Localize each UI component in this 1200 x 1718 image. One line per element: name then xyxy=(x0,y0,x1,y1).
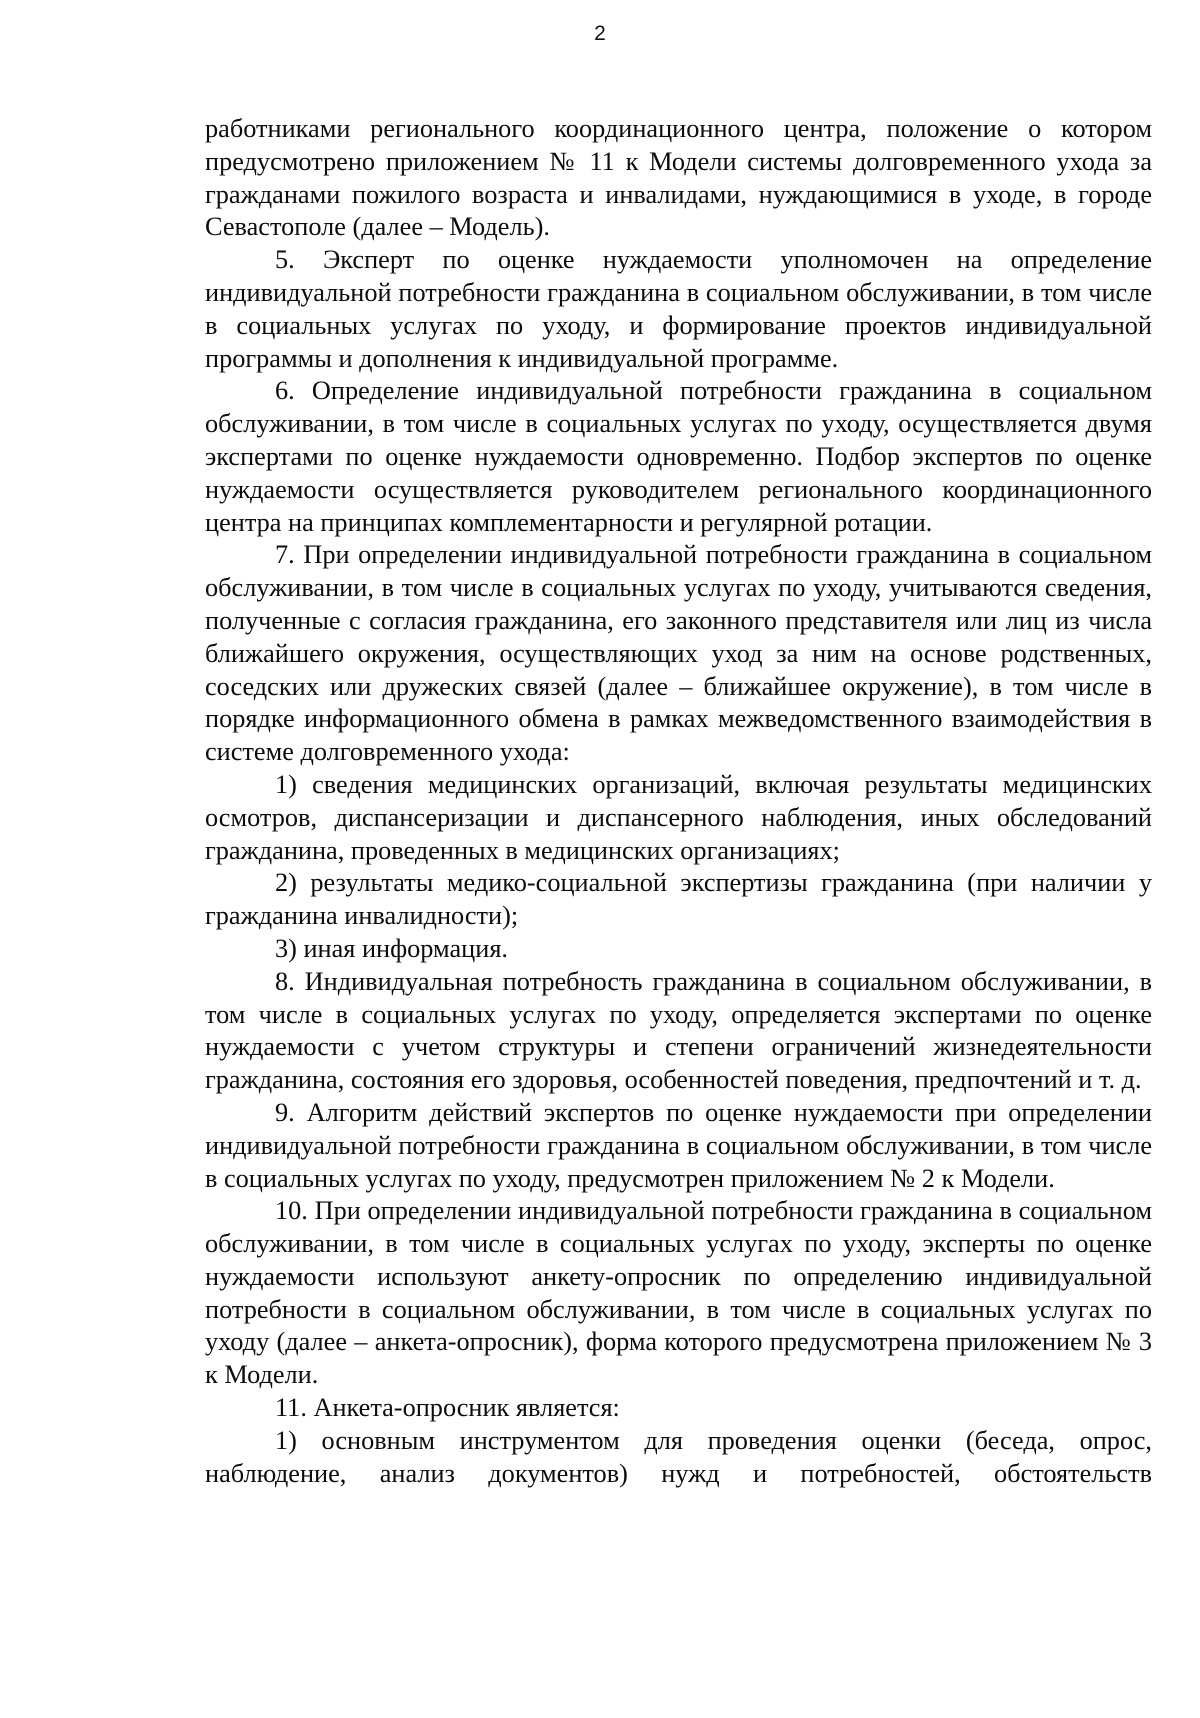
paragraph-7-item-1: 1) сведения медицинских организаций, включая результаты медицинских осмотров, диспансеризации и диспансерного наблюдения, иных обследований гражданина, проведенных в медицинских организациях; xyxy=(205,769,1152,865)
page-number: 2 xyxy=(594,22,606,45)
paragraph-7-item-3: 3) иная информация. xyxy=(275,933,508,963)
document-body xyxy=(205,113,1152,1490)
paragraph-11: 11. Анкета-опросник является: xyxy=(275,1393,620,1423)
paragraph-8: 8. Индивидуальная потребность гражданина в социальном обслуживании, в том числе в социальных услугах по уходу, определяется экспертами по оценке нуждаемости с учетом структуры и степени ограничений жизнедеятельности гражданина, состояния его здоровья, особенностей поведения, предпочтений и т. д. xyxy=(205,966,1152,1095)
paragraph-7: 7. При определении индивидуальной потребности гражданина в социальном обслуживании, в том числе в социальных услугах по уходу, учитываются сведения, полученные с согласия гражданина, его законного представителя или лиц из числа ближайшего окружения, осуществляющих уход за ним на основе родственных, соседских или дружеских связей (далее – ближайшее окружение), в том числе в порядке информационного обмена в рамках межведомственного взаимодействия в системе долговременного ухода: xyxy=(205,540,1152,767)
paragraph-7-item-2: 2) результаты медико-социальной экспертизы гражданина (при наличии у гражданина инвалидности); xyxy=(205,868,1152,931)
paragraph-5: 5. Эксперт по оценке нуждаемости уполномочен на определение индивидуальной потребности гражданина в социальном обслуживании, в том числе в социальных услугах по уходу, и формирование проектов индивидуальной программы и дополнения к индивидуальной программе. xyxy=(205,245,1152,373)
paragraph-6: 6. Определение индивидуальной потребности гражданина в социальном обслуживании, в том числе в социальных услугах по уходу, осуществляется двумя экспертами по оценке нуждаемости одновременно. Подбор экспертов по оценке нуждаемости осуществляется руководителем регионального координационного центра на принципах комплементарности и регулярной ротации. xyxy=(205,376,1152,537)
paragraph-11-item-1: 1) основным инструментом для проведения оценки (беседа, опрос, наблюдение, анализ документов) нужд и потребностей, обстоятельств xyxy=(205,1425,1152,1488)
paragraph-9: 9. Алгоритм действий экспертов по оценке нуждаемости при определении индивидуальной потребности гражданина в социальном обслуживании, в том числе в социальных услугах по уходу, предусмотрен приложением № 2 к Модели. xyxy=(205,1097,1152,1193)
paragraph-10: 10. При определении индивидуальной потребности гражданина в социальном обслуживании, в том числе в социальных услугах по уходу, эксперты по оценке нуждаемости используют анкету-опросник по определению индивидуальной потребности в социальном обслуживании, в том числе в социальных услугах по уходу (далее – анкета-опросник), форма которого предусмотрена приложением № 3 к Модели. xyxy=(205,1196,1152,1390)
paragraph-continuation: работниками регионального координационного центра, положение о котором предусмотрено приложением № 11 к Модели системы долговременного ухода за гражданами пожилого возраста и инвалидами, нуждающимися в уходе, в городе Севастополе (далее – Модель). xyxy=(205,114,1152,242)
